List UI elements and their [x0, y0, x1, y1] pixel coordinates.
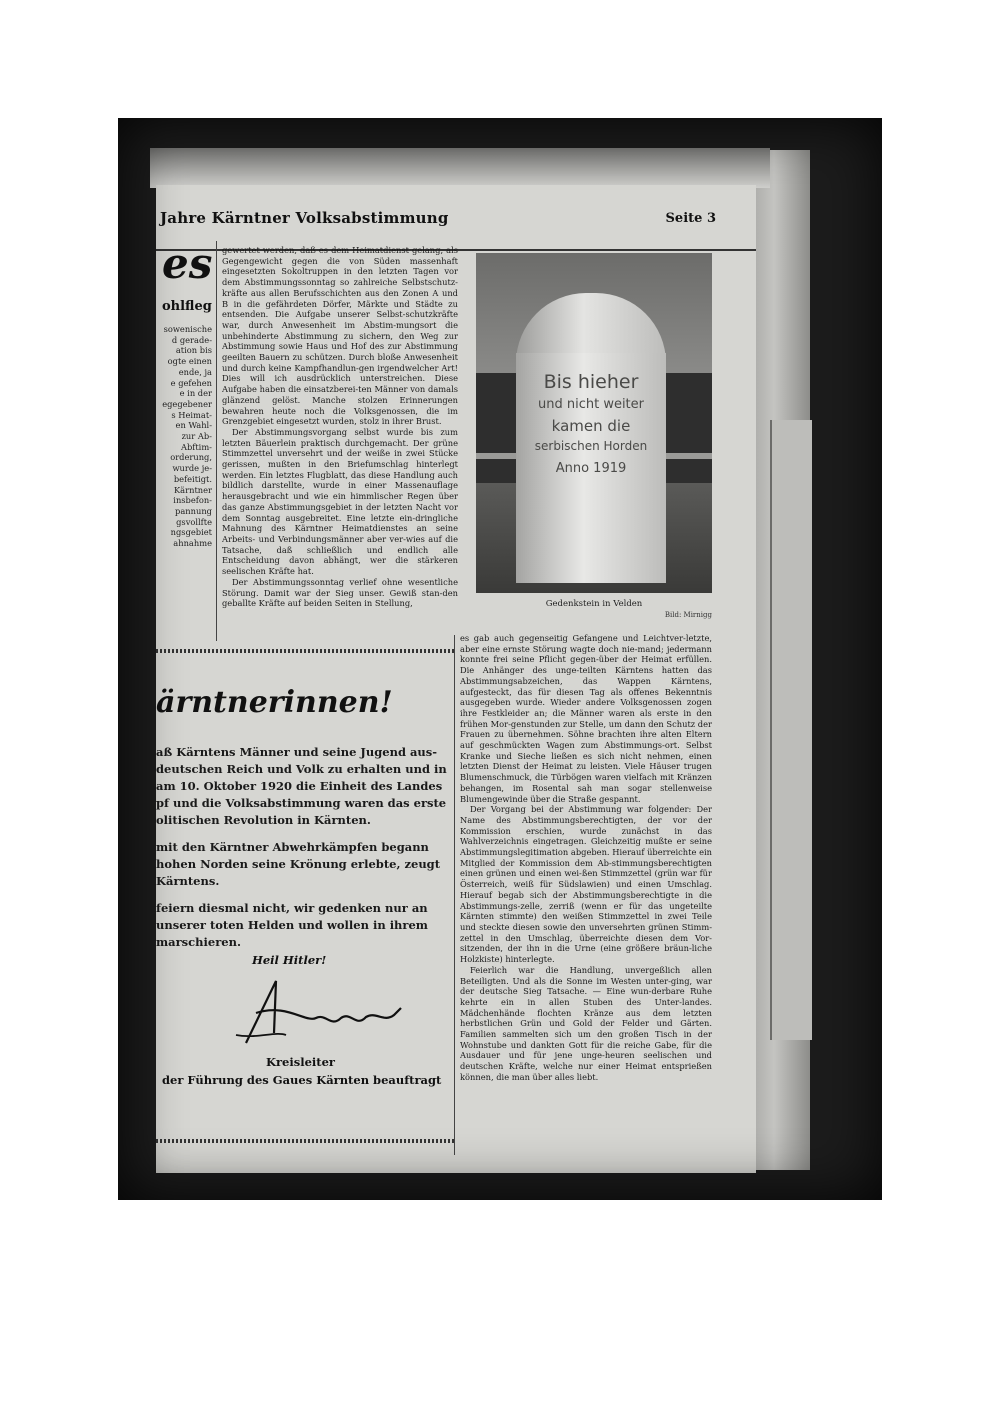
page-header [156, 205, 756, 233]
inscription-line-4: serbischen Horden [534, 439, 648, 453]
header-title: Jahre Kärntner Volksabstimmung [160, 209, 449, 227]
fragment-line: Kärntner [173, 484, 212, 495]
fragment-lines [156, 324, 214, 549]
inscription-line-5: Anno 1919 [555, 461, 627, 476]
fragment-line: pannung [175, 505, 212, 516]
page-number: Seite 3 [665, 211, 716, 226]
fragment-line: sowenische [163, 324, 212, 334]
notice-bottom-border [156, 1139, 456, 1143]
notice-heading: ärntnerinnen! [156, 685, 393, 720]
notice-line: mit den Kärntner Abwehrkämpfen begann [156, 840, 429, 854]
clipping-stack-edge-inner [770, 420, 812, 1040]
notice-block-c [156, 900, 448, 951]
fragment-headline: es [162, 241, 213, 288]
fragment-subhead: ohlfleg [162, 299, 212, 314]
notice-line: unserer toten Helden und wollen in ihrem [156, 918, 428, 932]
notice-line: marschieren. [156, 935, 241, 949]
right-paragraph-1: es gab auch gegenseitig Gefangene und Leichtver-letzte, aber eine ernste Störung wagte doch nie-mand; jedermann konnte frei seine Pflicht gegen-über der Heimat erfüllen. Die Anhänger des unge-teilten Kärntens hatten das Abstimmungsabzeichen, das Wappen Kärntens, aufgesteckt, das für diesen Tag als offenes Bekenntnis ausgegeben wurde. Wieder andere Volksgenossen zogen ihre Festkleider an; die Männer waren als erste in den frühen Mor-genstunden zur Stelle, um dann den Schutz der Frauen zu übernehmen. Söhne brachten ihre alten Eltern auf geschmückten Wagen zum Abstimmungs-ort. Selbst Kranke und Sieche ließen es sich nicht nehmen, einen letzten Dienst der Heimat zu leisten. Viele Häuser trugen Blumenschmuck, die Türbögen waren vielfach mit Kränzen behangen, im Rosental sah man sogar stellenweise Blumengewinde über die Straße gespannt. [460, 633, 712, 804]
notice-role: Kreisleiter [266, 1055, 335, 1069]
photo-caption: Gedenkstein in Velden [545, 599, 643, 609]
notice-block-b [156, 839, 448, 890]
middle-paragraph-2: Der Abstimmungsvorgang selbst wurde bis zum letzten Bäuerlein praktisch durchgemacht. Der grüne Stimmzettel unversehrt und der weiße in zwei Stücke gerissen, mußten in den Briefumschlag hinterlegt werden. Ein letztes Flugblatt, das diese Handlung auch bildlich darstellte, wurde in einer Massenauflage herausgebracht und wie ein himmlischer Regen über das ganze Abstimmungsgebiet in der letzten Nacht vor dem Sonntag ausgebreitet. Eine letzte ein-dringliche Mahnung des Kärntner Heimatdienstes an seine Arbeits- und Verbindungsmänner aber ver-wies auf die Tatsache, daß schließlich und endlich alle Entscheidung davon abhängt, wer die stärkeren seelischen Kräfte hat. [222, 426, 458, 577]
fragment-line: ogte einen [167, 356, 212, 367]
notice-top-border [156, 649, 456, 653]
fragment-line: s Heimat- [171, 409, 212, 420]
fragment-line: ngsgebiet [170, 527, 212, 538]
left-column-fragment [156, 241, 214, 641]
fragment-line: ahnahme [173, 538, 212, 549]
newspaper-clipping [156, 185, 756, 1173]
signature-mark [216, 973, 416, 1053]
clipping-top-fold [150, 148, 770, 188]
fragment-line: en Wahl- [175, 420, 212, 431]
fragment-line: e gefehen [170, 377, 212, 388]
middle-column [222, 245, 458, 645]
fragment-line: ation bis [175, 345, 212, 356]
inscription-line-2: und nicht weiter [537, 397, 644, 412]
notice-line: deutschen Reich und Volk zu erhalten und in [156, 762, 447, 776]
memorial-stone [516, 293, 666, 583]
middle-paragraph-1: gewertet werden, daß es dem Heimatdienst gelang, als Gegengewicht gegen die von Süden massenhaft eingesetzten Sokoltruppen in den letzten Tagen vor dem Abstimmungssonntag so zahlreiche Selbstschutz-kräfte aus allen Berufsschichten aus den Zonen A und B in die gefährdeten Dörfer, Märkte und Städte zu entsenden. Die Aufgabe unserer Selbst-schutzkräfte war, durch Anwesenheit im Abstim-mungsort die unbehinderte Abstimmung zu sichern, den Weg zur Abstimmung sowie Haus und Hof des zur Abstimmung geeilten Bauern zu schützen. Durch bloße Anwesenheit und durch keine Kampfhandlun-gen irgendwelcher Art! Dies will ich ausdrücklich unterstreichen. Diese Aufgabe haben die einsatzberei-ten Männer von damals glänzend gelöst. Manche stolzen Erinnerungen bewahren heute noch die Volksgenossen, die im Grenzgebiet eingesetzt wurden, stolz in ihrer Brust. [222, 245, 458, 427]
fragment-line: insbefon- [173, 495, 212, 506]
notice-line: feiern diesmal nicht, wir gedenken nur an [156, 901, 428, 915]
notice-line: aß Kärntens Männer und seine Jugend aus- [156, 745, 438, 759]
notice-column-rule [454, 635, 455, 1155]
notice-line: am 10. Oktober 1920 die Einheit des Landes [156, 779, 443, 793]
fragment-line: befeitigt. [173, 473, 212, 484]
fragment-line: d gerade- [171, 334, 212, 345]
memorial-stone-photo [476, 253, 712, 593]
fragment-line: egegebener [162, 398, 212, 409]
right-paragraph-3: Feierlich war die Handlung, unvergeßlich allen Beteiligten. Und als die Sonne im Westen unter-ging, war der deutsche Sieg Tatsache. — Eine wun-derbare Ruhe kehrte ein in allen Stuben des Unter-landes. Mädchenhände flochten Kränze aus dem letzten herbstlichen Grün und Gold der Felder und Gärten. Familien sammelten sich um den großen Tisch in der Wohnstube und dankten Gott für die reiche Gabe, für die Ausdauer und für jene unge-heuren seelischen und deutschen Kräfte, welche nur einer Heimat entsprießen können, die man über alles liebt. [460, 964, 712, 1082]
fragment-line: Abftim- [180, 441, 212, 452]
photo-credit: Bild: Mirnigg [664, 611, 712, 619]
notice-block-a [156, 744, 448, 829]
notice-line: olitischen Revolution in Kärnten. [156, 813, 371, 827]
right-column [460, 633, 712, 1173]
notice-duty: der Führung des Gaues Kärnten beauftragt [162, 1073, 442, 1087]
inscription-line-3: kamen die [551, 417, 631, 435]
inscription-line-1: Bis hieher [543, 371, 639, 393]
notice-line: pf und die Volksabstimmung waren das erste [156, 796, 447, 810]
kreisleiter-notice [156, 663, 448, 1133]
notice-line: hohen Norden seine Krönung erlebte, zeugt [156, 857, 441, 871]
fragment-line: e in der [179, 388, 212, 399]
column-rule [216, 241, 217, 641]
fragment-line: wurde je- [172, 463, 212, 474]
middle-paragraph-3: Der Abstimmungssonntag verlief ohne wesentliche Störung. Damit war der Sieg unser. Gewiß stan-den geballte Kräfte auf beiden Seiten in Stellung, [222, 576, 458, 609]
fragment-line: zur Ab- [181, 431, 212, 442]
notice-salute: Heil Hitler! [252, 953, 327, 967]
fragment-line: ende, ja [178, 366, 212, 377]
fragment-line: gsvollfte [176, 516, 212, 527]
right-paragraph-2: Der Vorgang bei der Abstimmung war folgender: Der Name des Abstimmungsberechtigten, der vor der Kommission erschien, wurde zunächst in das Wahlverzeichnis eingetragen. Gleichzeitig mußte er seine Abstimmungslegitimation abgeben. Hierauf überreichte ein Mitglied der Kommission dem Ab-stimmungsberechtigten einen grünen und einen wei-ßen Stimmzettel (grün war für Österreich, weiß für Südslawien) und einen Umschlag. Hierauf begab sich der Abstimmungsberechtigte in die Abstimmungs-zelle, zerriß (wenn er für das ungeteilte Kärnten stimmte) den weißen Stimmzettel in zwei Teile und steckte diesen sowie den unversehrten grünen Stimm-zettel in den Umschlag, überreichte diesen dem Vor-sitzenden, der ihn in die Urne (eine größere bräun-liche Holzkiste) hinterlegte. [460, 804, 712, 965]
fragment-line: orderung, [170, 452, 212, 463]
notice-line: Kärntens. [156, 874, 220, 888]
